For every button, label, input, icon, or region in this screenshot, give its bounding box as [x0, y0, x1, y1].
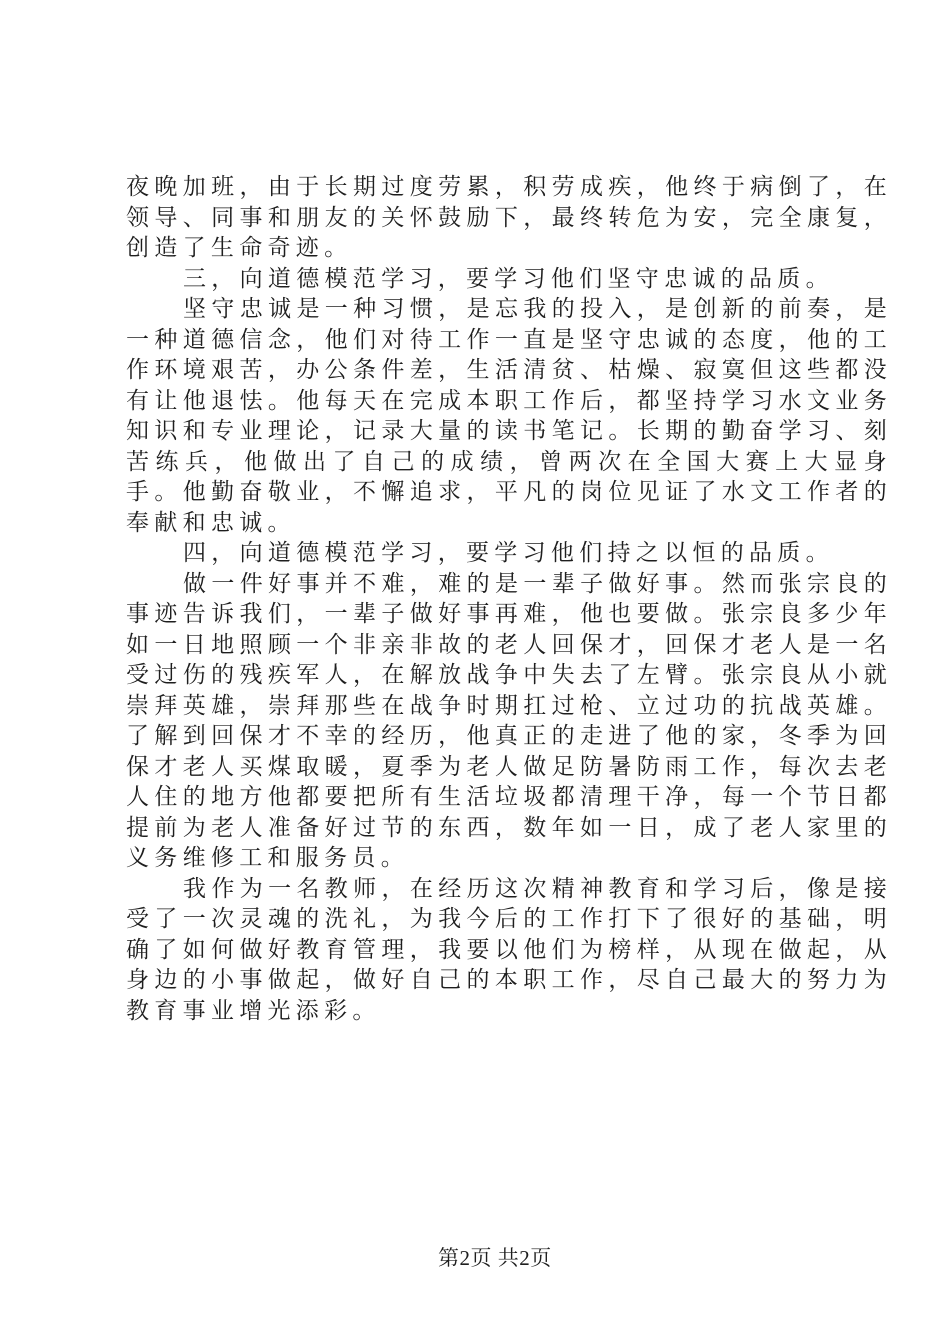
- paragraph-conclusion: 我作为一名教师，在经历这次精神教育和学习后，像是接受了一次灵魂的洗礼，为我今后的工作打下了很好的基础，明确了如何做好教育管理，我要以他们为榜样，从现在做起，从身边的小事做起，做好自己的本职工作，尽自己最大的努力为教育事业增光添彩。: [126, 875, 892, 1023]
- document-body: [126, 172, 892, 1026]
- paragraph-section-three-body: 坚守忠诚是一种习惯，是忘我的投入，是创新的前奏，是一种道德信念，他们对待工作一直是坚守忠诚的态度，他的工作环境艰苦，办公条件差，生活清贫、枯燥、寂寞但这些都没有让他退怯。他每天在完成本职工作后，都坚持学习水文业务知识和专业理论，记录大量的读书笔记。长期的勤奋学习、刻苦练兵，他做出了自己的成绩，曾两次在全国大赛上大显身手。他勤奋敬业，不懈追求，平凡的岗位见证了水文工作者的奉献和忠诚。: [126, 296, 892, 535]
- paragraph-section-four-body: 做一件好事并不难，难的是一辈子做好事。然而张宗良的事迹告诉我们，一辈子做好事再难，他也要做。张宗良多少年如一日地照顾一个非亲非故的老人回保才，回保才老人是一名受过伤的残疾军人，在解放战争中失去了左臂。张宗良从小就崇拜英雄，崇拜那些在战争时期扛过枪、立过功的抗战英雄。了解到回保才不幸的经历，他真正的走进了他的家，冬季为回保才老人买煤取暖，夏季为老人做足防暑防雨工作，每次去老人住的地方他都要把所有生活垃圾都清理干净，每一个节日都提前为老人准备好过节的东西，数年如一日，成了老人家里的义务维修工和服务员。: [126, 570, 892, 870]
- paragraph-section-three-heading: 三，向道德模范学习，要学习他们坚守忠诚的品质。: [183, 265, 834, 291]
- paragraph-continuation: 夜晚加班，由于长期过度劳累，积劳成疾，他终于病倒了，在领导、同事和朋友的关怀鼓励下，最终转危为安，完全康复，创造了生命奇迹。: [126, 174, 892, 260]
- paragraph-section-four-heading: 四，向道德模范学习，要学习他们持之以恒的品质。: [183, 540, 834, 565]
- page-number-footer: 第2页 共2页: [438, 1246, 552, 1270]
